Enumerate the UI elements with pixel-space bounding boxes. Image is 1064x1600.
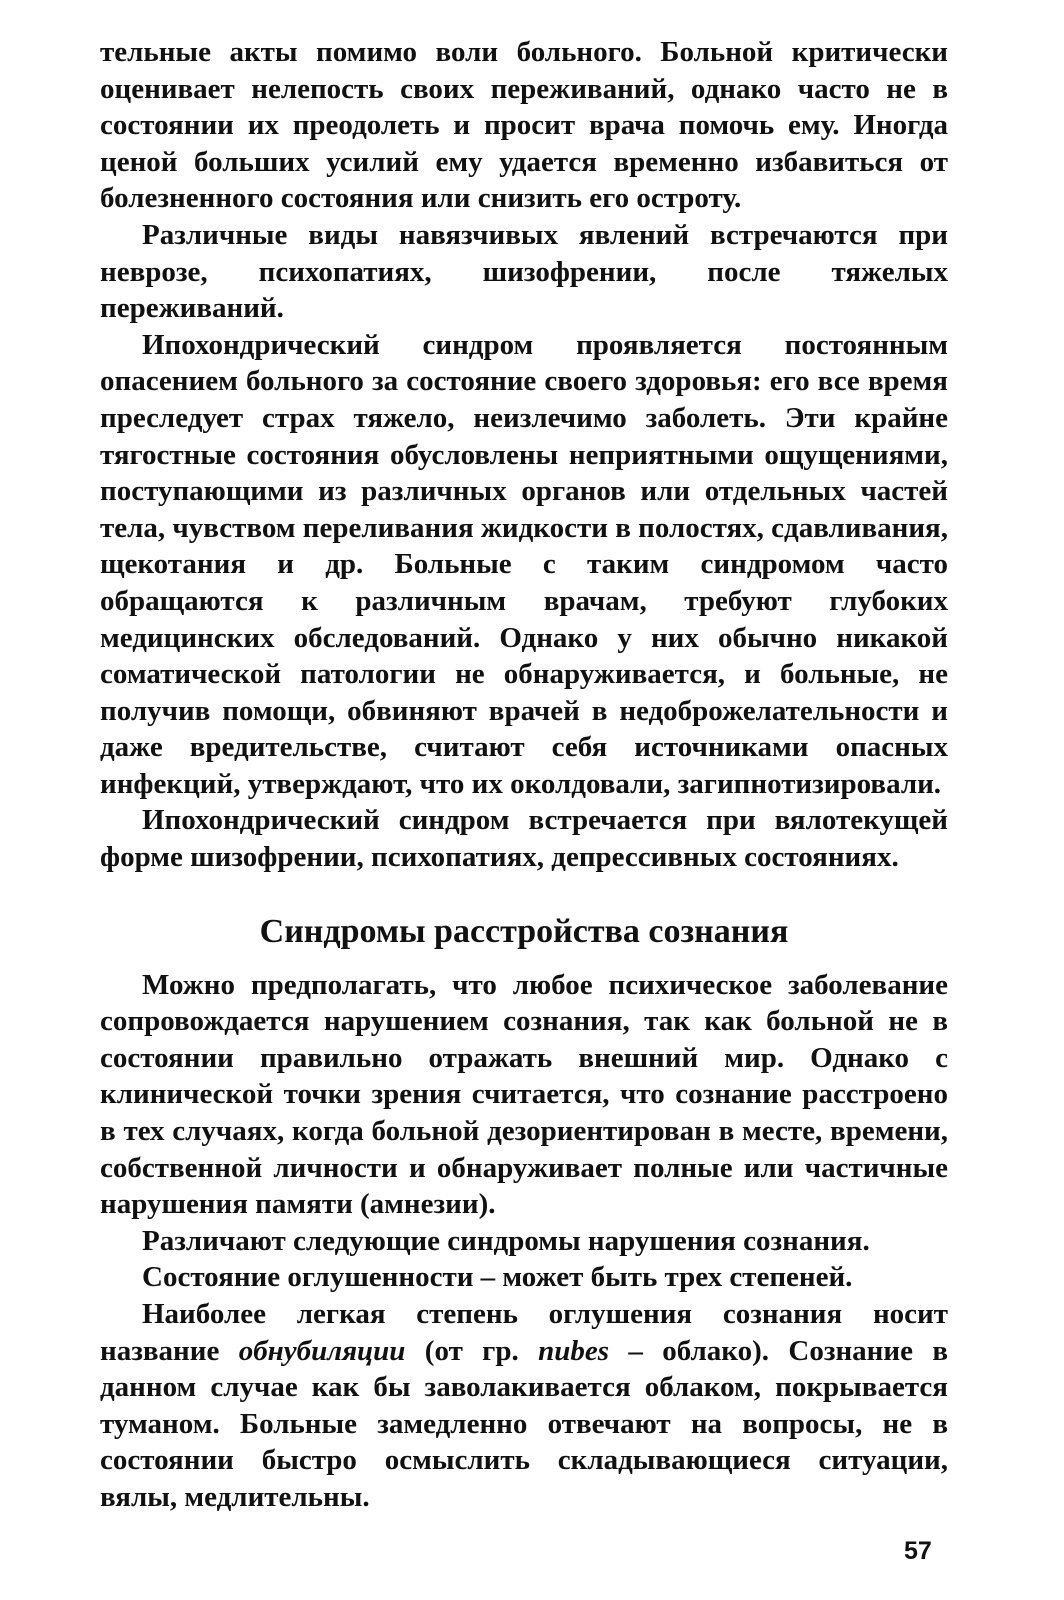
latin-term-nubes: nubes (538, 1334, 610, 1367)
stupor-description: – может быть трех степеней. (473, 1261, 853, 1294)
term-obnubilation: обнубиляции (238, 1334, 406, 1367)
term-hypochondriac-syndrome: Ипохондрический синдром (142, 328, 534, 361)
paragraph-obnubilation (100, 1296, 948, 1516)
term-stupor-state: Состояние оглушенности (142, 1261, 474, 1294)
hypochondria-description: проявляется постоянным опасением больного за состояние своего здоровья: его все время преследует страх тяжело, неизлечимо заболеть. Эти крайне тягостные состояния обусловлены неприятными ощущениями, поступающими из различных органов или отдельных частей тела, чувством переливания жидкости в полостях, сдавливания, щекотания и др. Больные с таким синдромом часто обращаются к различным врачам, требуют глубоких медицинских обследований. Однако у них обычно никакой соматической патологии не обнаруживается, и больные, не получив помощи, обвиняют врачей в недоброжелательности и даже вредительстве, считают себя источниками опасных инфекций, утверждают, что их околдовали, загипнотизировали. (100, 328, 949, 800)
paragraph-obsessions-occurrence: Различные виды навязчивых явлений встречаются при неврозе, психопатиях, шизофрении, после тяжелых переживаний. (100, 218, 948, 325)
obnubilation-text-c: – облако). Сознание в данном случае как бы заволакивается облаком, покрывается туманом. Больные замедленно отвечают на вопросы, не в состоянии быстро осмыслить складывающиеся ситуации, вялы, медлительны. (100, 1334, 948, 1513)
obnubilation-text-a: Наиболее легкая степень оглушения сознания носит название (100, 1298, 948, 1367)
page-body (100, 34, 948, 1516)
page-number: 57 (904, 1537, 932, 1565)
paragraph-consciousness-intro: Можно предполагать, что любое психическое заболевание сопровождается нарушением сознания, так как больной не в состоянии правильно отражать внешний мир. Однако с клинической точки зрения считается, что сознание расстроено в тех случаях, когда больной дезориентирован в месте, времени, собственной личности и обнаруживает полные или частичные нарушения памяти (амнезии). (100, 968, 948, 1221)
paragraph-stupor (100, 1259, 948, 1296)
paragraph-syndromes-list-intro: Различают следующие синдромы нарушения сознания. (142, 1224, 870, 1257)
paragraph-obsessions-end: тельные акты помимо воли больного. Больной критически оценивает нелепость своих переживаний, однако часто не в состоянии их преодолеть и просит врача помочь ему. Иногда ценой больших усилий ему удается временно избавиться от болезненного состояния или снизить его остроту. (100, 36, 948, 215)
paragraph-hypochondria-occurrence: Ипохондрический синдром встречается при вялотекущей форме шизофрении, психопатиях, депрессивных состояниях. (100, 804, 948, 874)
section-heading: Синдромы расстройства сознания (259, 912, 789, 950)
paragraph-hypochondria (100, 327, 948, 803)
obnubilation-text-b: (от гр. (405, 1334, 539, 1367)
